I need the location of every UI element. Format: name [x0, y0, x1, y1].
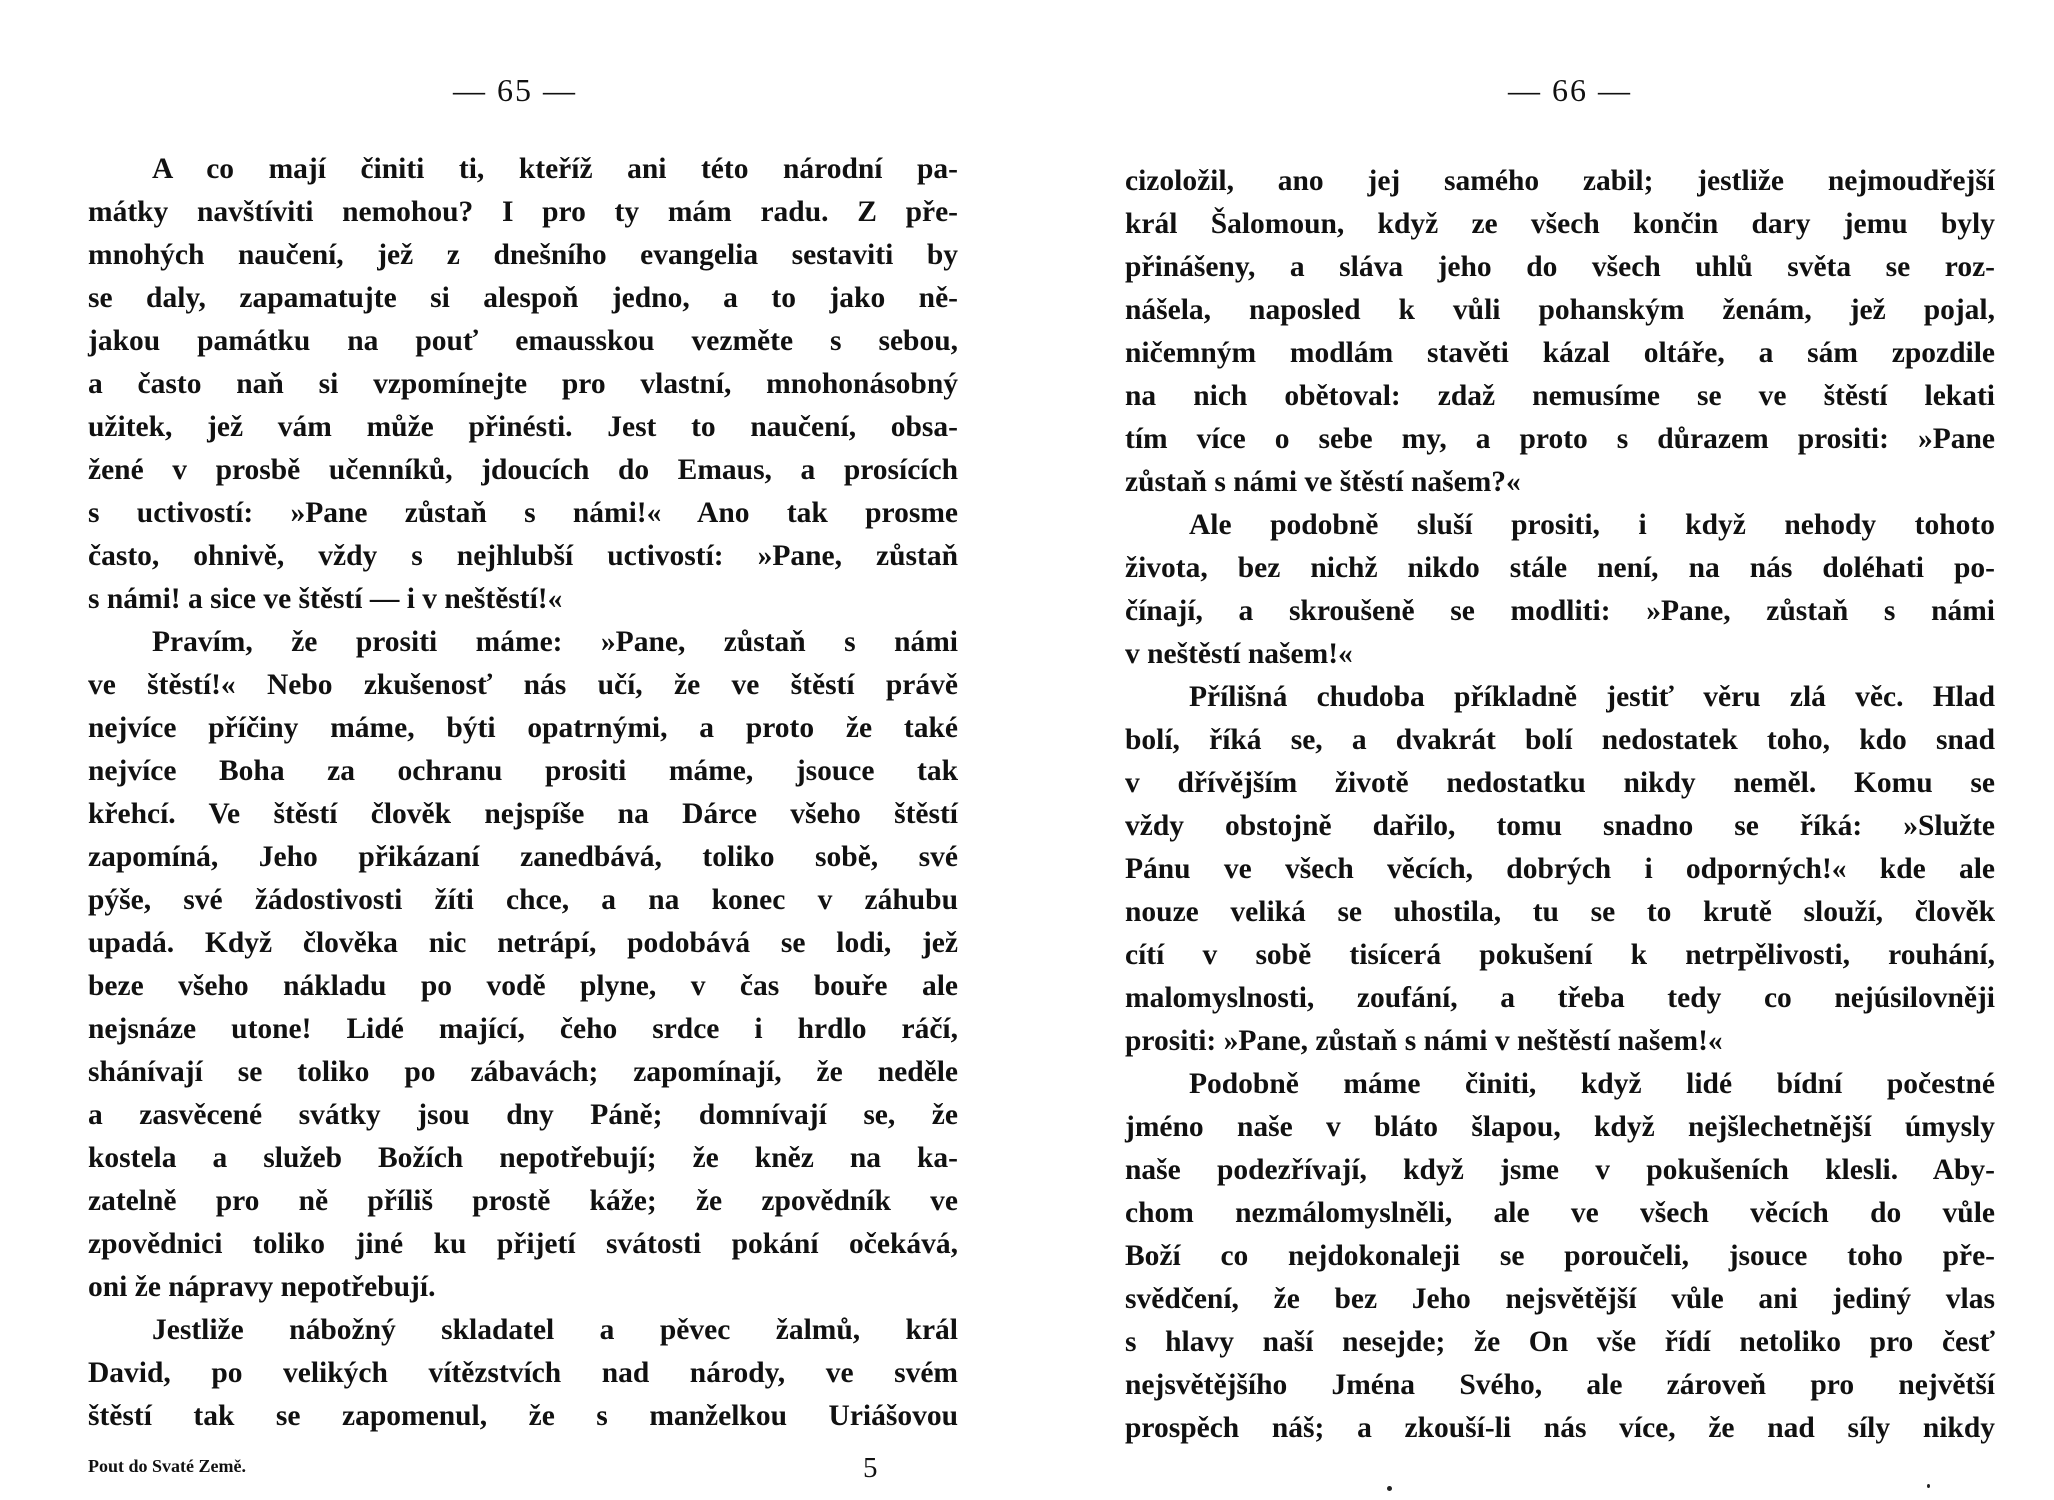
- text-line: beze všeho nákladu po vodě plyne, v čas bouře ale: [88, 970, 958, 1002]
- text-line: ničemným modlám stavěti kázal oltáře, a sám zpozdile: [1125, 337, 1995, 369]
- text-line: Jestliže nábožný skladatel a pěvec žalmů, král: [152, 1314, 958, 1346]
- text-line: nejsvětějšího Jména Svého, ale zároveň pro největší: [1125, 1369, 1995, 1401]
- page-number-66: — 66 —: [1508, 72, 1632, 108]
- text-line: A co mají činiti ti, kteříž ani této národní pa-: [152, 153, 958, 185]
- text-line: Pravím, že prositi máme: »Pane, zůstaň s námi: [152, 626, 958, 658]
- print-speck: [1927, 1484, 1930, 1488]
- text-line: mátky navštíviti nemohou? I pro ty mám radu. Z pře-: [88, 196, 958, 228]
- text-line: malomyslnosti, zoufání, a třeba tedy co nejúsilovněji: [1125, 982, 1995, 1014]
- text-line: chom nezmálomyslněli, ale ve všech věcích do vůle: [1125, 1197, 1995, 1229]
- text-line: na nich obětoval: zdaž nemusíme se ve štěstí lekati: [1125, 380, 1995, 412]
- text-line: zapomíná, Jeho přikázaní zanedbává, toliko sobě, své: [88, 841, 958, 873]
- text-line: s námi! a sice ve štěstí — i v neštěstí!«: [88, 583, 563, 615]
- left-page-text: [88, 148, 958, 1438]
- text-line: zpovědnici toliko jiné ku přijetí svátosti pokání očekává,: [88, 1228, 958, 1260]
- left-page-footer: [88, 1452, 958, 1492]
- text-line: často, ohnivě, vždy s nejhlubší uctivostí: »Pane, zůstaň: [88, 540, 958, 572]
- text-line: pýše, své žádostivosti žíti chce, a na konec v záhubu: [88, 884, 958, 916]
- text-line: David, po velikých vítězstvích nad národy, ve svém: [88, 1357, 958, 1389]
- text-line: Podobně máme činiti, když lidé bídní počestné: [1189, 1068, 1995, 1100]
- text-line: prospěch náš; a zkouší-li nás více, že nad síly nikdy: [1125, 1412, 1995, 1444]
- text-line: jméno naše v bláto šlapou, když nejšlechetnější úmysly: [1125, 1111, 1995, 1143]
- text-line: král Šalomoun, když ze všech končin dary jemu byly: [1125, 208, 1995, 240]
- text-line: štěstí tak se zapomenul, že s manželkou Uriášovou: [88, 1400, 958, 1432]
- text-line: svědčení, že bez Jeho nejsvětější vůle ani jediný vlas: [1125, 1283, 1995, 1315]
- text-line: nejsnáze utone! Lidé mající, čeho srdce i hrdlo ráčí,: [88, 1013, 958, 1045]
- text-line: tím více o sebe my, a proto s důrazem prositi: »Pane: [1125, 423, 1995, 455]
- text-line: cizoložil, ano jej samého zabil; jestliže nejmoudřejší: [1125, 165, 1995, 197]
- text-line: upadá. Když člověka nic netrápí, podobává se lodi, jež: [88, 927, 958, 959]
- text-line: Pánu ve všech věcích, dobrých i odporných!« kde ale: [1125, 853, 1995, 885]
- page-number-65: — 65 —: [453, 72, 577, 108]
- text-line: bolí, říká se, a dvakrát bolí nedostatek toho, kdo snad: [1125, 724, 1995, 756]
- text-line: naše podezřívají, když jsme v pokušeních klesli. Aby-: [1125, 1154, 1995, 1186]
- text-line: a často naň si vzpomínejte pro vlastní, mnohonásobný: [88, 368, 958, 400]
- text-line: nášela, naposled k vůli pohanským ženám, jež pojal,: [1125, 294, 1995, 326]
- text-line: Přílišná chudoba příkladně jestiť věru zlá věc. Hlad: [1189, 681, 1995, 713]
- text-line: ve štěstí!« Nebo zkušenosť nás učí, že ve štěstí právě: [88, 669, 958, 701]
- text-line: vždy obstojně dařilo, tomu snadno se říká: »Služte: [1125, 810, 1995, 842]
- text-line: oni že nápravy nepotřebují.: [88, 1271, 436, 1303]
- text-line: čínají, a skroušeně se modliti: »Pane, zůstaň s námi: [1125, 595, 1995, 627]
- text-line: v dřívějším životě nedostatku nikdy neměl. Komu se: [1125, 767, 1995, 799]
- text-line: života, bez nichž nikdo stále není, na nás doléhati po-: [1125, 552, 1995, 584]
- sheet-signature: Pout do Svaté Země.: [88, 1456, 246, 1476]
- text-line: přinášeny, a sláva jeho do všech uhlů světa se roz-: [1125, 251, 1995, 283]
- text-line: nejvíce Boha za ochranu prositi máme, jsouce tak: [88, 755, 958, 787]
- text-line: zatelně pro ně příliš prostě káže; že zpovědník ve: [88, 1185, 958, 1217]
- text-line: cítí v sobě tisícerá pokušení k netrpělivosti, rouhání,: [1125, 939, 1995, 971]
- text-line: v neštěstí našem!«: [1125, 638, 1353, 670]
- text-line: s uctivostí: »Pane zůstaň s námi!« Ano tak prosme: [88, 497, 958, 529]
- text-line: Ale podobně sluší prositi, i když nehody tohoto: [1189, 509, 1995, 541]
- right-page-text: [1125, 160, 1995, 1450]
- text-line: kostela a služeb Božích nepotřebují; že kněz na ka-: [88, 1142, 958, 1174]
- text-line: mnohých naučení, jež z dnešního evangelia sestaviti by: [88, 239, 958, 271]
- right-page: [1125, 0, 1995, 1500]
- text-line: jakou památku na pouť emausskou vezměte s sebou,: [88, 325, 958, 357]
- sheet-number: 5: [863, 1452, 878, 1484]
- text-line: prositi: »Pane, zůstaň s námi v neštěstí našem!«: [1125, 1025, 1723, 1057]
- text-line: žené v prosbě učenníků, jdoucích do Emaus, a prosících: [88, 454, 958, 486]
- text-line: křehcí. Ve štěstí člověk nejspíše na Dárce všeho štěstí: [88, 798, 958, 830]
- text-line: nejvíce příčiny máme, býti opatrnými, a proto že také: [88, 712, 958, 744]
- text-line: užitek, jež vám může přinésti. Jest to naučení, obsa-: [88, 411, 958, 443]
- text-line: Boží co nejdokonaleji se poroučeli, jsouce toho pře-: [1125, 1240, 1995, 1272]
- left-page: [88, 0, 958, 1500]
- text-line: nouze veliká se uhostila, tu se to krutě slouží, člověk: [1125, 896, 1995, 928]
- text-line: shánívají se toliko po zábavách; zapomínají, že neděle: [88, 1056, 958, 1088]
- print-speck: [1387, 1486, 1392, 1491]
- text-line: a zasvěcené svátky jsou dny Páně; domnívají se, že: [88, 1099, 958, 1131]
- text-line: zůstaň s námi ve štěstí našem?«: [1125, 466, 1521, 498]
- text-line: s hlavy naší nesejde; že On vše řídí netoliko pro česť: [1125, 1326, 1995, 1358]
- text-line: se daly, zapamatujte si alespoň jedno, a to jako ně-: [88, 282, 958, 314]
